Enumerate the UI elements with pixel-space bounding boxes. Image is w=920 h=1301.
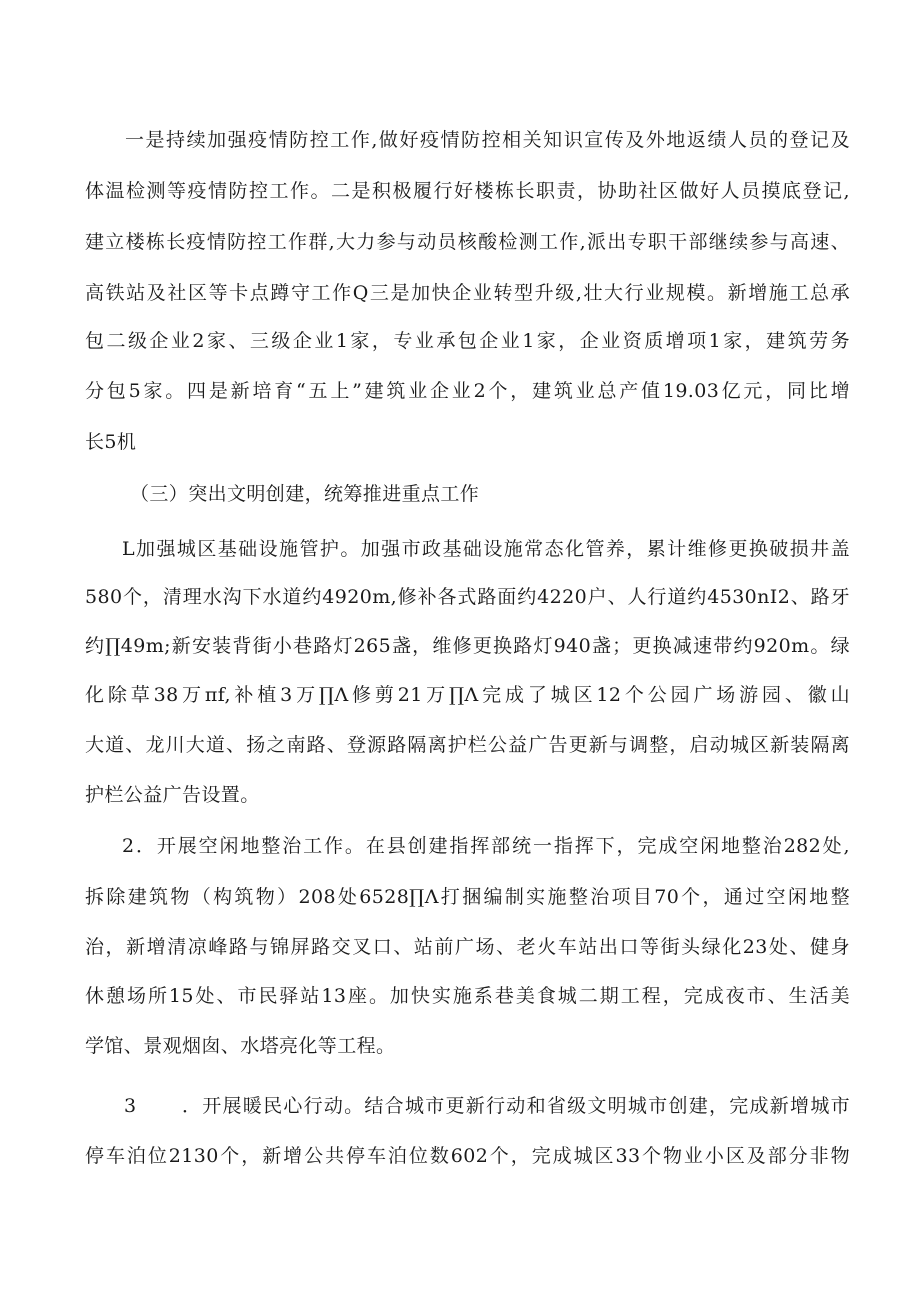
paragraph-line: 学馆、景观烟囱、水塔亮化等工程。 (85, 1035, 396, 1057)
paragraph-line: 化除草38万πf,补植3万∏Λ修剪21万∏Λ完成了城区12个公园广场游园、徽山 (85, 684, 850, 706)
paragraph-line: 大道、龙川大道、扬之南路、登源路隔离护栏公益广告更新与调整，启动城区新装隔离 (85, 734, 850, 756)
paragraph-line: 一是持续加强疫情防控工作,做好疫情防控相关知识宣传及外地返绩人员的登记及 (125, 129, 850, 151)
paragraph-line: 分包5家。四是新培育“五上”建筑业企业2个，建筑业总产值19.03亿元，同比增 (85, 380, 850, 402)
paragraph-line: 护栏公益广告设置。 (85, 784, 260, 806)
paragraph-line: 包二级企业2家、三级企业1家，专业承包企业1家，企业资质增项1家，建筑劳务 (85, 330, 850, 352)
paragraph-line: 2．开展空闲地整治工作。在县创建指挥部统一指挥下，完成空闲地整治282处, (122, 835, 850, 857)
paragraph-line: 长5机 (85, 431, 137, 453)
list-number: 3 (124, 1095, 137, 1117)
paragraph-line: 580个，清理水沟下水道约4920m,修补各式路面约4220户、人行道约4530nI2、路牙 (85, 586, 850, 608)
paragraph-line: 体温检测等疫情防控工作。二是积极履行好楼栋长职责，协助社区做好人员摸底登记, (85, 180, 850, 202)
paragraph-line: 休憩场所15处、市民驿站13座。加快实施系巷美食城二期工程，完成夜市、生活美 (85, 985, 850, 1007)
paragraph-line: 治，新增清凉峰路与锦屏路交叉口、站前广场、老火车站出口等街头绿化23处、健身 (85, 936, 850, 958)
section-heading: （三）突出文明创建，统筹推进重点工作 (130, 483, 480, 505)
paragraph-line: 拆除建筑物（构筑物）208处6528∏Λ打捆编制实施整治项目70个，通过空闲地整 (85, 886, 850, 908)
paragraph-line: ．开展暖民心行动。结合城市更新行动和省级文明城市创建，完成新增城市 (182, 1095, 850, 1117)
paragraph-line: 停车泊位2130个，新增公共停车泊位数602个，完成城区33个物业小区及部分非物 (85, 1145, 850, 1167)
paragraph-line: 建立楼栋长疫情防控工作群,大力参与动员核酸检测工作,派出专职干部继续参与高速、 (85, 231, 850, 253)
paragraph-line: 约∏49m;新安装背街小巷路灯265盏，维修更换路灯940盏；更换减速带约920m。绿 (85, 635, 850, 657)
paragraph-line: 高铁站及社区等卡点蹲守工作Q三是加快企业转型升级,壮大行业规模。新增施工总承 (85, 282, 850, 304)
paragraph-line: L加强城区基础设施管护。加强市政基础设施常态化管养，累计维修更换破损井盖 (122, 538, 850, 560)
